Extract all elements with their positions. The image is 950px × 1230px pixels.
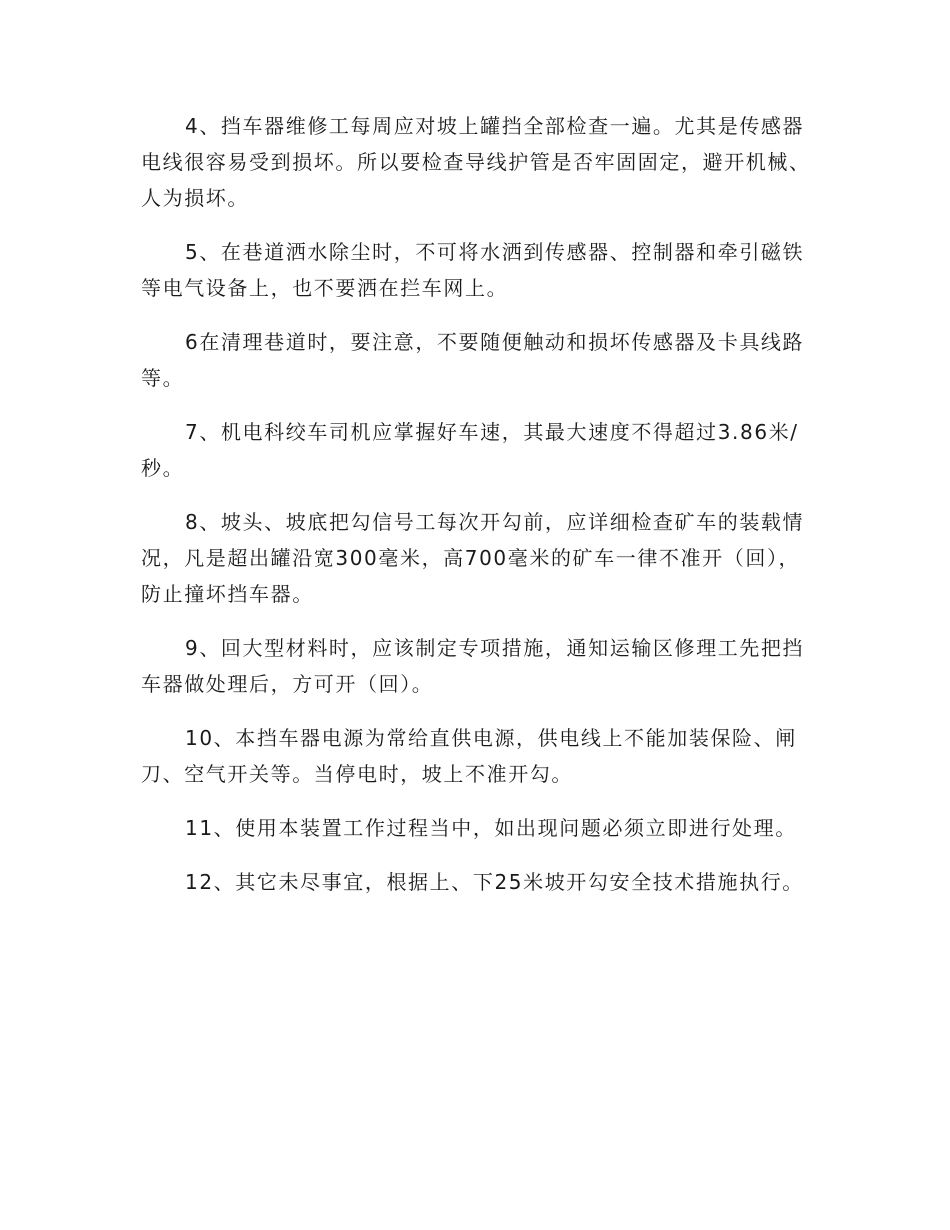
paragraph-item-12: 12、其它未尽事宜，根据上、下25米坡开勾安全技术措施执行。 [185,870,804,894]
document-body [141,108,813,918]
paragraph-item-6: 6在清理巷道时，要注意，不要随便触动和损坏传感器及卡具线路等。 [141,330,805,390]
paragraph-item-9: 9、回大型材料时，应该制定专项措施，通知运输区修理工先把挡车器做处理后，方可开（回）。 [141,636,805,696]
paragraph-item-4: 4、挡车器维修工每周应对坡上罐挡全部检查一遍。尤其是传感器电线很容易受到损坏。所以要检查导线护管是否牢固固定，避开机械、人为损坏。 [141,114,811,210]
paragraph-item-5: 5、在巷道洒水除尘时，不可将水洒到传感器、控制器和牵引磁铁等电气设备上，也不要洒在拦车网上。 [141,240,805,300]
paragraph-item-11: 11、使用本装置工作过程当中，如出现问题必须立即进行处理。 [185,816,797,840]
paragraph-item-8: 8、坡头、坡底把勾信号工每次开勾前，应详细检查矿车的装载情况，凡是超出罐沿宽300毫米，高700毫米的矿车一律不准开（回），防止撞坏挡车器。 [141,510,805,606]
paragraph-item-7: 7、机电科绞车司机应掌握好车速，其最大速度不得超过3.86米/秒。 [141,420,799,480]
paragraph-item-10: 10、本挡车器电源为常给直供电源，供电线上不能加装保险、闸刀、空气开关等。当停电时，坡上不准开勾。 [141,726,797,786]
